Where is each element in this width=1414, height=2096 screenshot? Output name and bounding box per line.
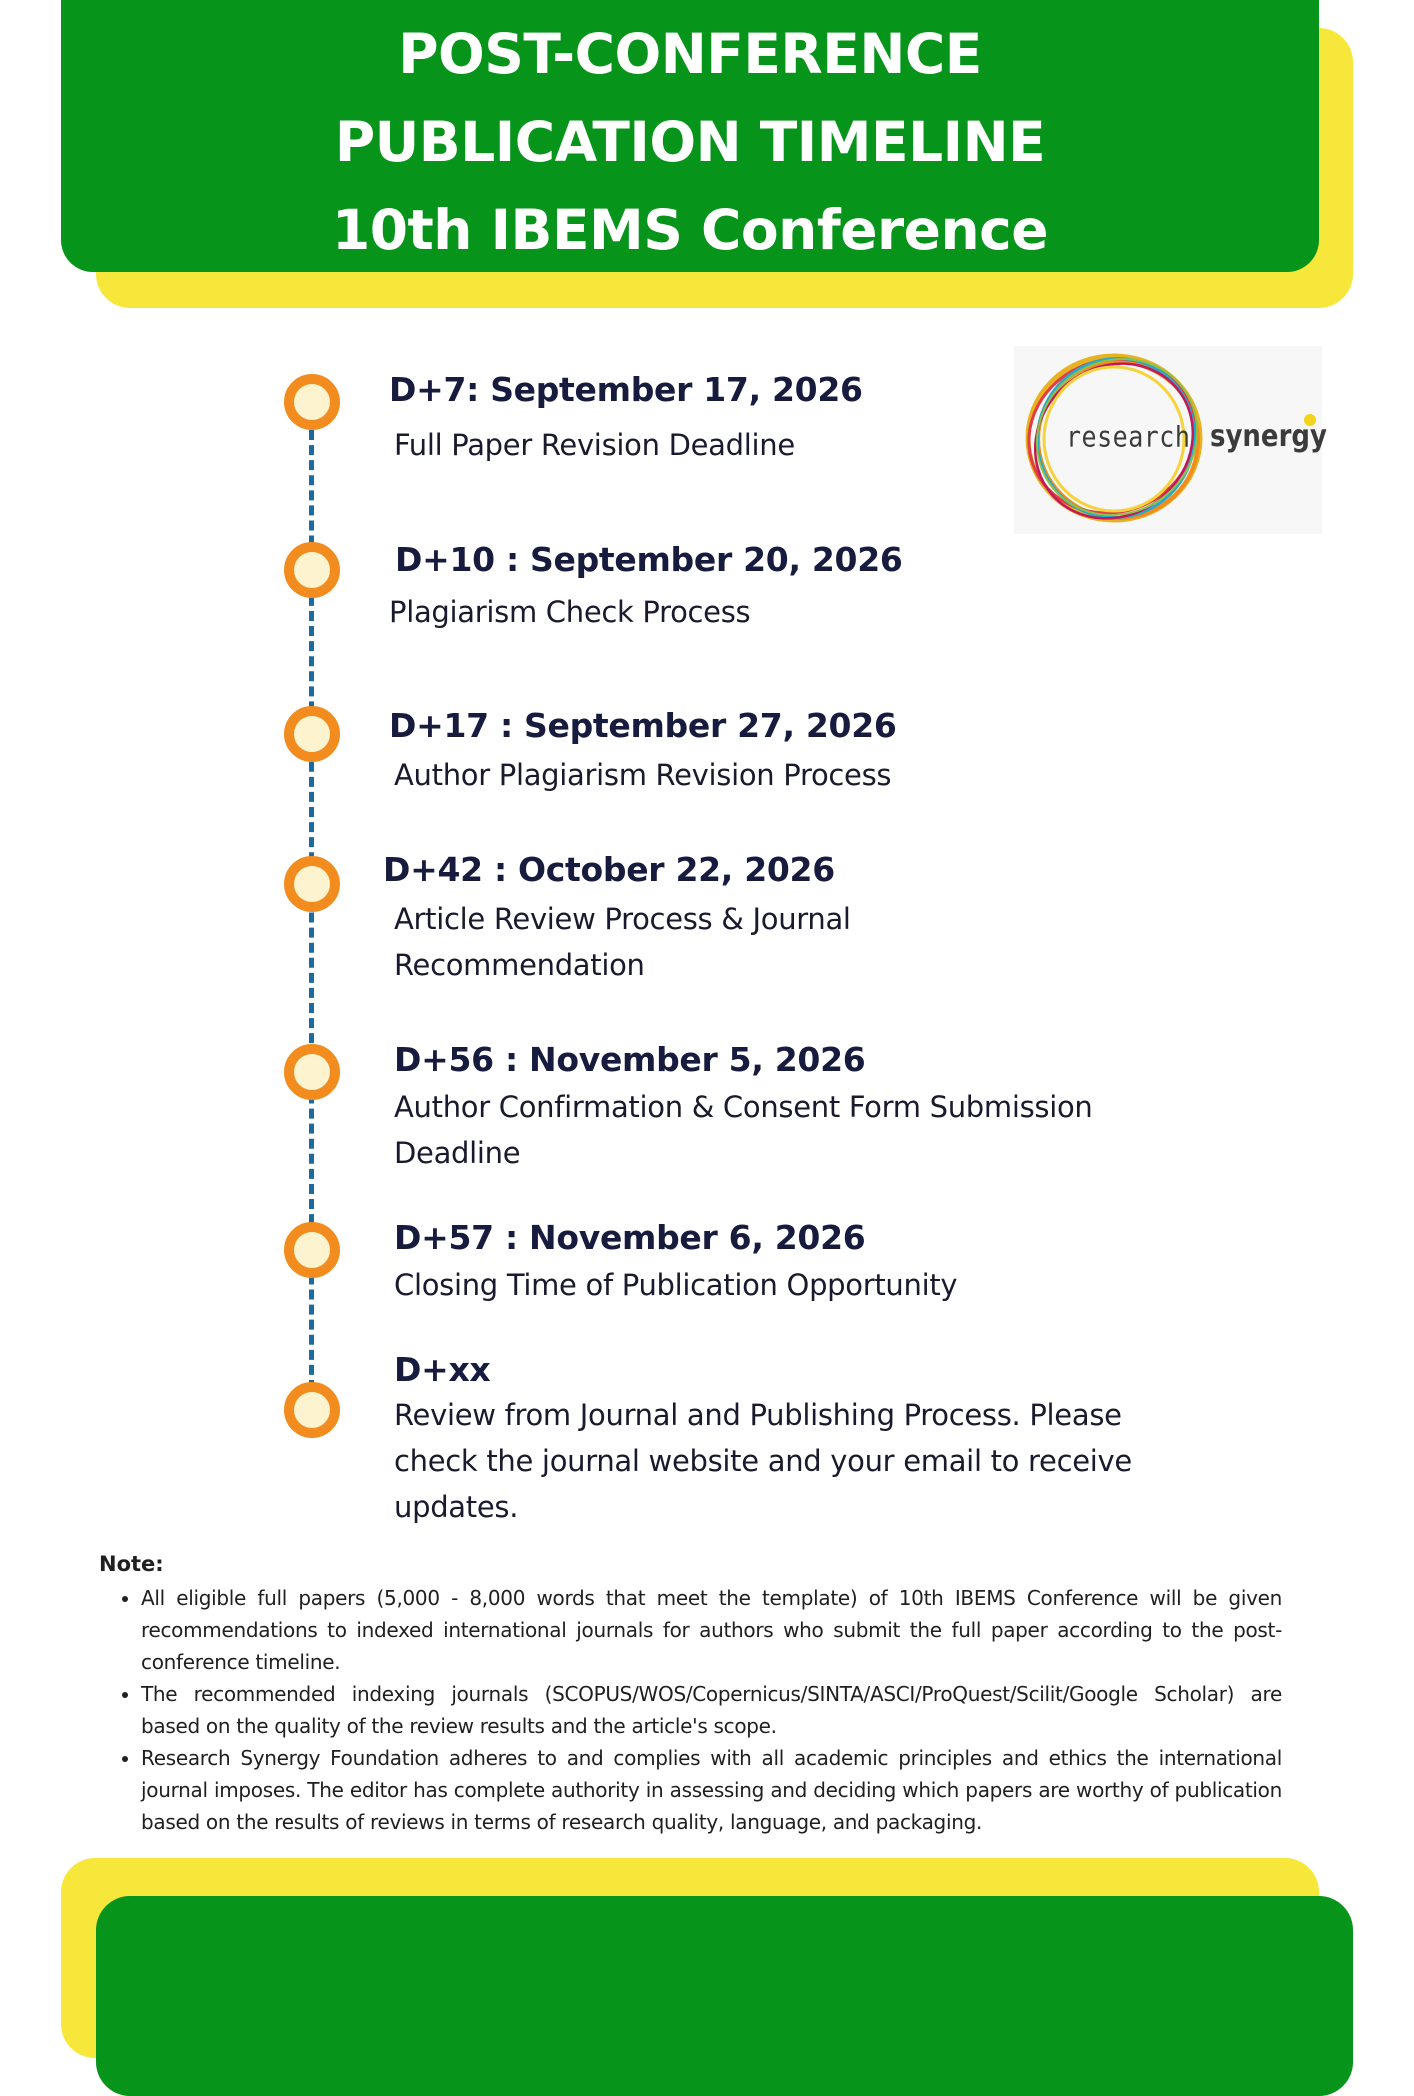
page-title xyxy=(61,10,1319,274)
timeline-description: Review from Journal and Publishing Process. Please check the journal website and your email to receive updates. xyxy=(394,1398,1132,1524)
timeline-description: Plagiarism Check Process xyxy=(389,595,751,629)
title-line-1: POST-CONFERENCE xyxy=(398,22,982,86)
note-item: • All eligible full papers (5,000 - 8,000 words that meet the template) of 10th IBEMS Conference will be given recommendations to indexed international journals for authors who submit the full paper according to the post-conference timeline. xyxy=(141,1582,1282,1678)
timeline-date: D+42 : October 22, 2026 xyxy=(383,850,835,889)
timeline-node-icon xyxy=(284,1382,340,1438)
timeline-date: D+xx xyxy=(394,1350,491,1389)
title-line-2: PUBLICATION TIMELINE xyxy=(334,110,1046,174)
note-item: • Research Synergy Foundation adheres to and complies with all academic principles and ethics the international journal imposes. The editor has complete authority in assessing and deciding which papers are worthy of publication based on the results of reviews in terms of research quality, language, and packaging. xyxy=(141,1742,1282,1838)
note-section xyxy=(99,1548,1282,1838)
note-list xyxy=(99,1582,1282,1838)
footer-banner xyxy=(96,1896,1353,2096)
timeline-description: Closing Time of Publication Opportunity xyxy=(394,1268,958,1302)
logo-word-research: research xyxy=(1066,419,1191,454)
timeline-date: D+10 : September 20, 2026 xyxy=(395,540,903,579)
logo-word-synergy: synergy xyxy=(1210,419,1327,455)
title-line-3: 10th IBEMS Conference xyxy=(331,198,1049,262)
timeline-description: Author Plagiarism Revision Process xyxy=(394,758,892,792)
timeline-node-icon xyxy=(284,1044,340,1100)
timeline-description: Article Review Process & Journal Recommendation xyxy=(394,902,851,982)
timeline-node-icon xyxy=(284,856,340,912)
timeline-date: D+7: September 17, 2026 xyxy=(389,370,863,409)
timeline-date: D+57 : November 6, 2026 xyxy=(394,1218,866,1257)
timeline-node-icon xyxy=(284,374,340,430)
timeline-node-icon xyxy=(284,1222,340,1278)
timeline-description: Author Confirmation & Consent Form Submission Deadline xyxy=(394,1090,1093,1170)
note-item: • The recommended indexing journals (SCOPUS/WOS/Copernicus/SINTA/ASCI/ProQuest/Scilit/Google Scholar) are based on the quality of the review results and the article's scope. xyxy=(141,1678,1282,1742)
note-title: Note: xyxy=(99,1552,164,1576)
timeline-date: D+56 : November 5, 2026 xyxy=(394,1040,866,1079)
timeline-node-icon xyxy=(284,542,340,598)
timeline-date: D+17 : September 27, 2026 xyxy=(389,706,897,745)
timeline-description: Full Paper Revision Deadline xyxy=(394,428,795,462)
timeline-node-icon xyxy=(284,706,340,762)
